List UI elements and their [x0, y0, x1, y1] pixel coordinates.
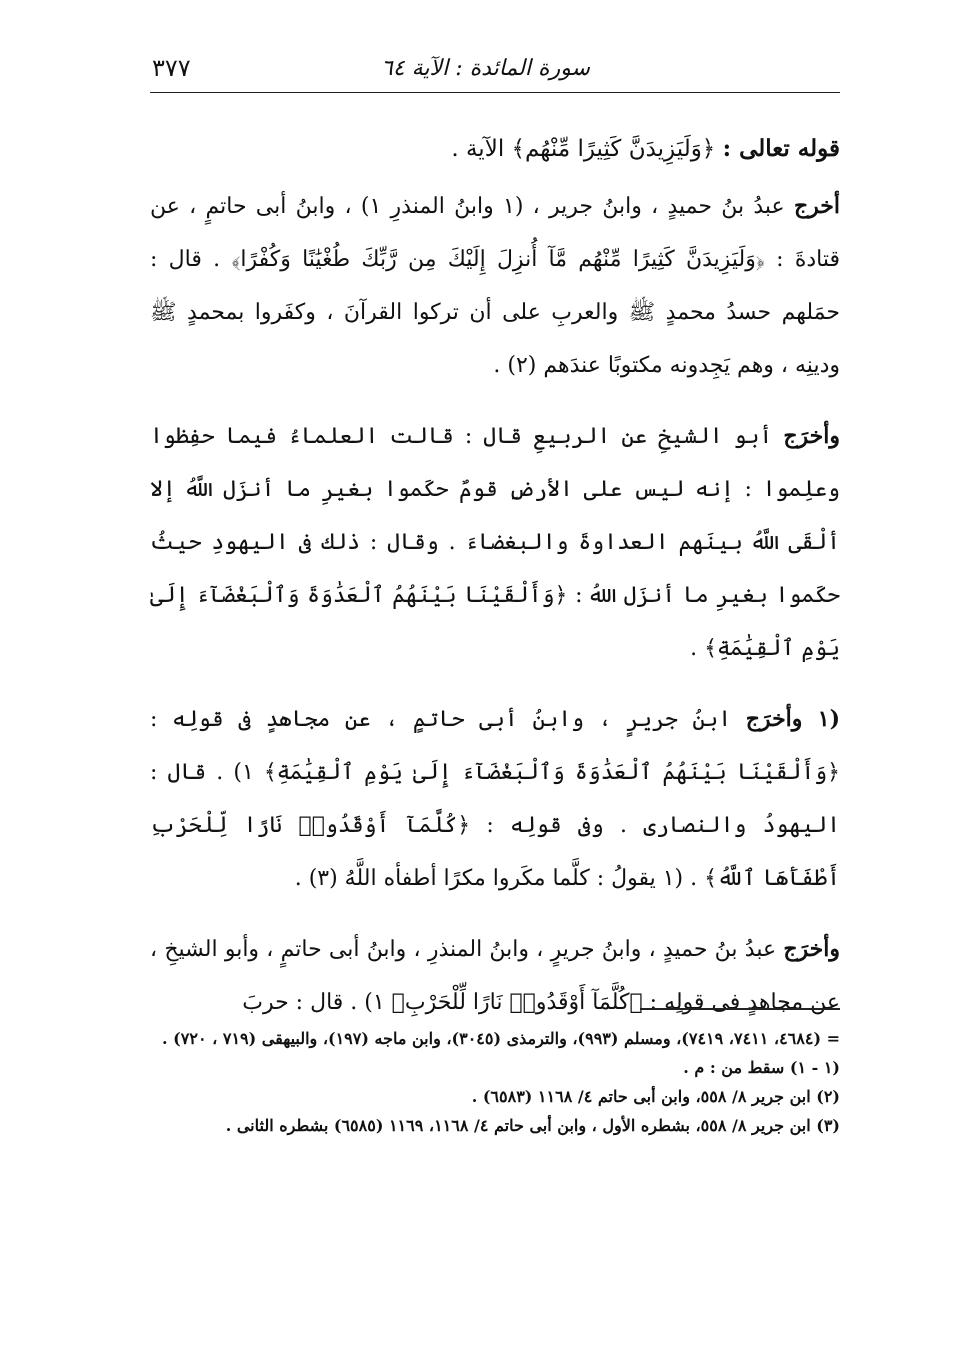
- footnote: (٣) ابن جرير ٨/ ٥٥٨، بشطره الأول ، وابن أبى حاتم ٤/ ١١٦٨، ١١٦٩ (٦٥٨٥) بشطره الثانى .: [225, 1116, 840, 1135]
- narration-paragraph: [150, 410, 840, 675]
- paragraph-text: ابنُ جريرٍ ، وابنُ أبى حاتمٍ ، عن مجاهدٍ فى قولِه : ﴿وَأَلْقَيْنَا بَيْنَهُمُ ٱلْعَدَٰوَةَ وَٱلْبَغْضَآءَ إِلَىٰ يَوْمِ ٱلْقِيَٰمَةِ﴾ ١) . قال : اليهودُ والنصارى . وفى قولِه : ﴿كُلَّمَآ أَوْقَدُوا۟ نَارًا لِّلْحَرْبِ أَطْفَأَهَا ٱللَّهُ﴾ . (١ يقولُ : كلَّما مكَروا مكرًا أطفأه اللَّهُ (٣) .: [150, 707, 841, 891]
- footnote: = (٤٦٨٤، ٧٤١١، ٧٤١٩)، ومسلم (٩٩٣)، والترمذى (٣٠٤٥)، وابن ماجه (١٩٧)، والبيهقى (٧١٩ ، ٧٢٠) .: [162, 1029, 840, 1048]
- paragraph-text: عبدُ بنُ حميدٍ ، وابنُ جريرٍ ، وابنُ المنذرِ ، وابنُ أبى حاتمٍ ، وأبو الشيخِ ، عن مجاهدٍ فى قولِه : ﴿كُلَّمَآ أَوْقَدُوا۟ نَارًا لِّلْحَرْبِ﴾ ١) . قال : حربَ: [150, 937, 840, 1015]
- page-number: ٣٧٧: [152, 54, 191, 82]
- paragraph-text: عبدُ بنُ حميدٍ ، وابنُ جرير ، (١ وابنُ المنذرِ ١) ، وابنُ أبى حاتمٍ ، عن قتادةَ : ﴿وَلَيَزِيدَنَّ كَثِيرًا مِّنْهُم مَّآ أُنزِلَ إِلَيْكَ مِن رَّبِّكَ طُغْيَٰنًا وَكُفْرًا﴾ . قال : حمَلهم حسدُ محمدٍ ﷺ والعربِ على أن تركوا القرآنَ ، وكفَروا بمحمدٍ ﷺ ودينِه ، وهم يَجِدونه مكتوبًا عندَهم (٢) .: [150, 194, 840, 378]
- page-header: [150, 52, 840, 93]
- verse-heading: [150, 122, 840, 176]
- body-text: [150, 122, 840, 1047]
- paragraph-lead: وأخرَج: [783, 423, 840, 449]
- narration-paragraph: [150, 693, 840, 905]
- footnotes: [150, 1024, 840, 1140]
- paragraph-lead: أخرج: [793, 193, 840, 219]
- narration-paragraph: [150, 923, 840, 1029]
- heading-text: ﴿وَلَيَزِيدَنَّ كَثِيرًا مِّنْهُم﴾ الآية .: [451, 136, 723, 162]
- narration-paragraph: [150, 180, 840, 392]
- heading-lead: قوله تعالى :: [722, 135, 840, 162]
- footnote: (٢) ابن جرير ٨/ ٥٥٨، وابن أبى حاتم ٤/ ١١٦٨ (٦٥٨٣) .: [471, 1087, 840, 1106]
- paragraph-text: أبو الشيخِ عن الربيعِ قال : قالت العلماءُ فيما حفِظوا وعلِموا : إنه ليس على الأرضِ قومٌ حكَموا بغيرِ ما أنزَل اللَّهُ إلا ألْقَى اللَّهُ بينَهم العداوةَ والبغضاءَ . وقال : ذلك فى اليهودِ حيثُ حكَموا بغيرِ ما أنزَل اللهُ : ﴿وَأَلْقَيْنَا بَيْنَهُمُ ٱلْعَدَٰوَةَ وَٱلْبَغْضَآءَ إِلَىٰ يَوْمِ ٱلْقِيَٰمَةِ﴾ .: [150, 424, 840, 661]
- running-title: سورة المائدة : الآية ٦٤: [381, 56, 590, 81]
- footnote-divider: [640, 1008, 840, 1010]
- paragraph-lead: وأخرَج: [783, 936, 840, 962]
- footnote: (١ - ١) سقط من : م .: [683, 1058, 840, 1077]
- paragraph-lead: (١ وأخرَج: [745, 706, 840, 732]
